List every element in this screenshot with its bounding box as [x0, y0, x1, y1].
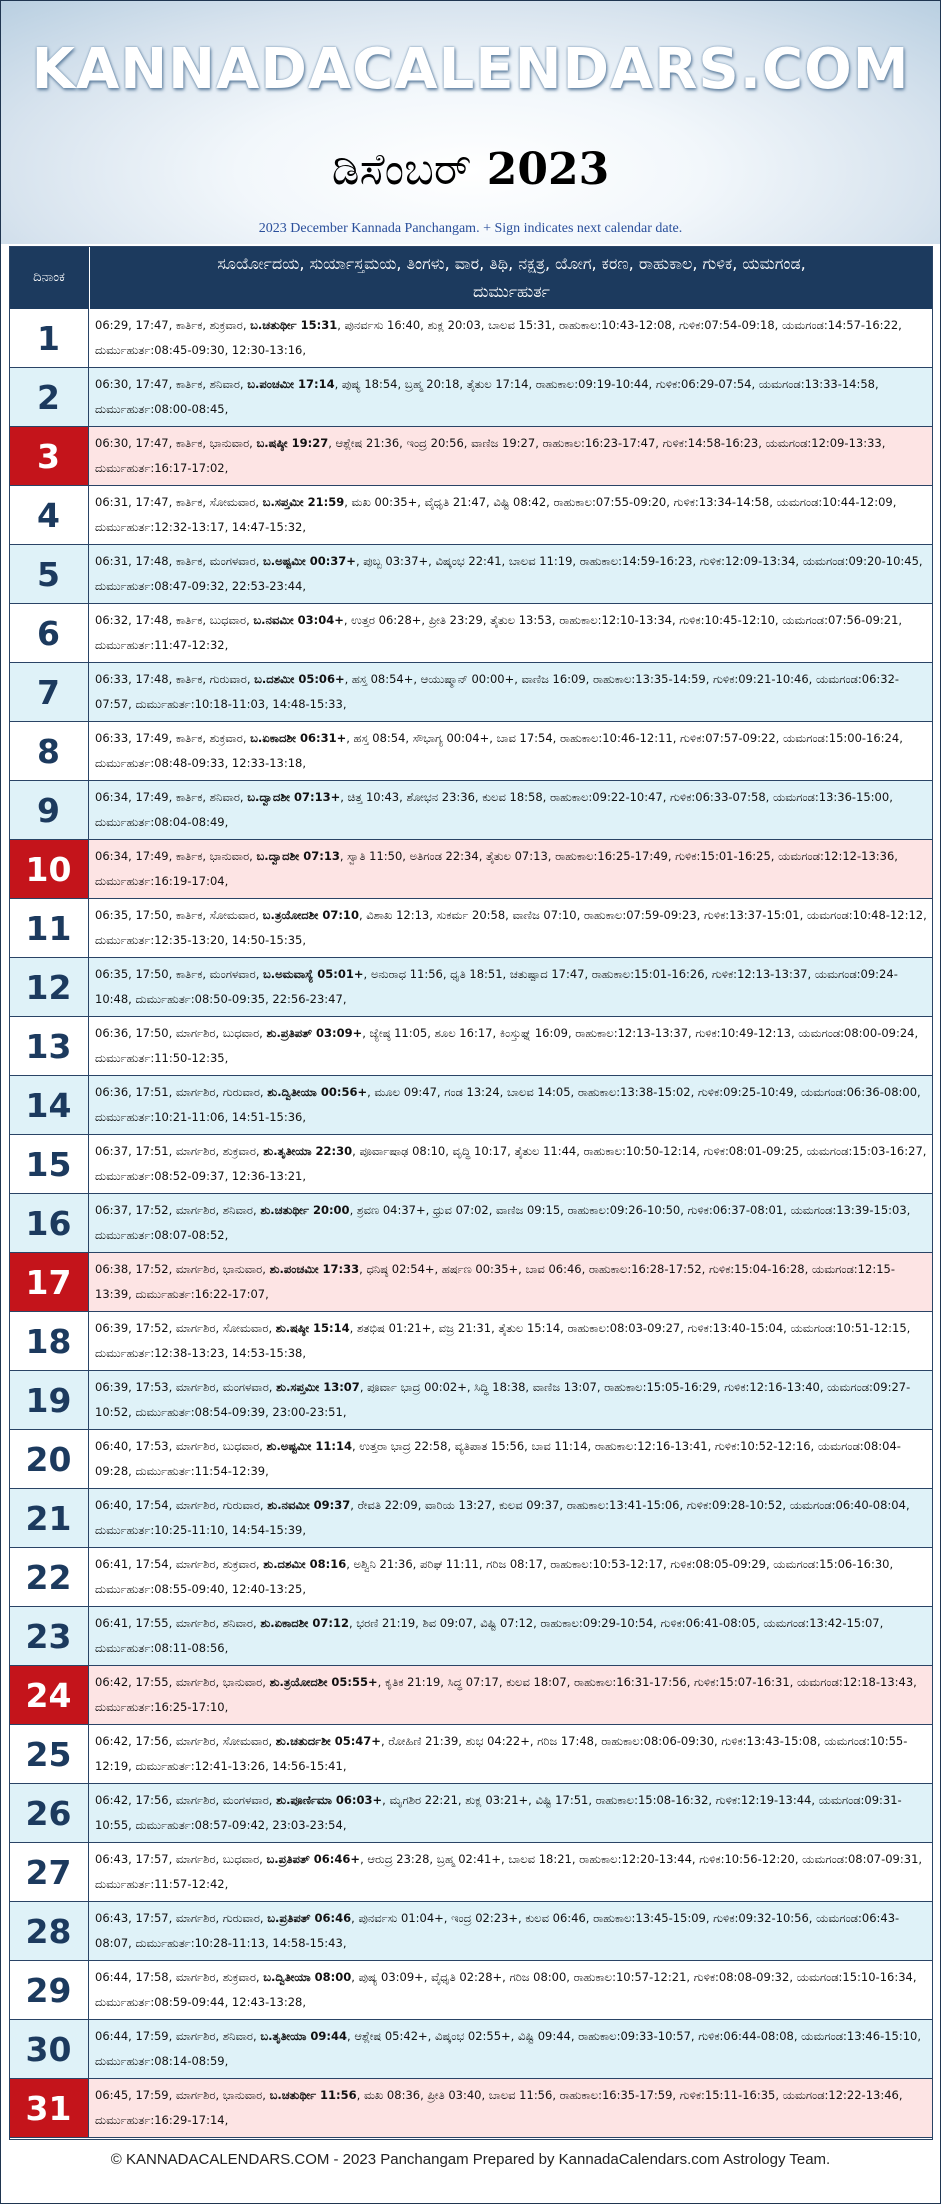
panchanga-details: , ಅಶ್ವಿನಿ 21:36, ಪರಿಘ 11:11, ಗರಿಜ 08:17, ರಾಹುಕಾಲ:10:53-12:17, ಗುಳಿಕ:08:05-09:29, ಯಮಗಂಡ:15:06-16:30, ದುರ್ಮುಹುರ್ತ:08:55-09:40, 12:40-13:25,: [95, 1557, 894, 1596]
day-number: 20: [9, 1430, 89, 1488]
sun-times-month-weekday: 06:39, 17:53, ಮಾರ್ಗಶಿರ, ಮಂಗಳವಾರ,: [95, 1380, 277, 1394]
day-number: 24: [9, 1666, 89, 1724]
tithi: ಶು.ದ್ವಿತೀಯಾ 00:56+: [267, 1085, 368, 1099]
sun-times-month-weekday: 06:32, 17:48, ಕಾರ್ತಿಕ, ಬುಧವಾರ,: [95, 613, 254, 627]
year: 2023: [486, 144, 610, 195]
day-number: 22: [9, 1548, 89, 1606]
tithi: ಶು.ಏಕಾದಶೀ 07:12: [260, 1616, 349, 1630]
tithi: ಶು.ಪಂಚಮೀ 17:33: [269, 1262, 360, 1276]
day-number: 12: [9, 958, 89, 1016]
panchanga-details: , ಪೂರ್ವಾಷಾಢ 08:10, ವೃದ್ಧಿ 10:17, ತೈತುಲ 11:44, ರಾಹುಕಾಲ:10:50-12:14, ಗುಳಿಕ:08:01-09:25, ಯಮಗಂಡ:15:03-16:27, ದುರ್ಮುಹುರ್ತ:08:52-09:37, 12:36-13:21,: [95, 1144, 927, 1183]
sun-times-month-weekday: 06:34, 17:49, ಕಾರ್ತಿಕ, ಭಾನುವಾರ,: [95, 849, 257, 863]
day-number: 26: [9, 1784, 89, 1842]
tithi: ಶು.ದಶಮೀ 08:16: [263, 1557, 347, 1571]
sun-times-month-weekday: 06:41, 17:54, ಮಾರ್ಗಶಿರ, ಶುಕ್ರವಾರ,: [95, 1557, 264, 1571]
panchanga-details: , ಪುಷ್ಯ 18:54, ಬ್ರಹ್ಮ 20:18, ತೈತುಲ 17:14, ರಾಹುಕಾಲ:09:19-10:44, ಗುಳಿಕ:06:29-07:54, ಯಮಗಂಡ:13:33-14:58, ದುರ್ಮುಹುರ್ತ:08:00-08:45,: [95, 377, 879, 416]
tithi: ಬ.ದ್ವಾದಶೀ 07:13+: [247, 790, 341, 804]
tithi: ಶು.ತ್ರಯೋದಶೀ 05:55+: [269, 1675, 378, 1689]
day-number: 15: [9, 1135, 89, 1193]
panchanga-details: , ಆಶ್ಲೇಷ 05:42+, ವಿಷ್ಕಂಭ 02:55+, ವಿಷ್ಟಿ 09:44, ರಾಹುಕಾಲ:09:33-10:57, ಗುಳಿಕ:06:44-08:08, ಯಮಗಂಡ:13:46-15:10, ದುರ್ಮುಹುರ್ತ:08:14-08:59,: [95, 2029, 922, 2068]
panchanga-details: , ಹಸ್ತ 08:54+, ಆಯುಷ್ಮಾನ್ 00:00+, ವಾಣಿಜ 16:09, ರಾಹುಕಾಲ:13:35-14:59, ಗುಳಿಕ:09:21-10:46, ಯಮಗಂಡ:06:32-07:57, ದುರ್ಮುಹುರ್ತ:10:18-11:03, 14:48-15:33,: [95, 672, 900, 711]
sun-times-month-weekday: 06:40, 17:53, ಮಾರ್ಗಶಿರ, ಬುಧವಾರ,: [95, 1439, 267, 1453]
tithi: ಬ.ಪಂಚಮೀ 17:14: [247, 377, 335, 391]
tithi: ಬ.ತೃತೀಯಾ 09:44: [260, 2029, 348, 2043]
panchanga-details: , ಪೂರ್ವಾ ಭಾದ್ರ 00:02+, ಸಿದ್ಧಿ 18:38, ವಾಣಿಜ 13:07, ರಾಹುಕಾಲ:15:05-16:29, ಗುಳಿಕ:12:16-13:40, ಯಮಗಂಡ:09:27-10:52, ದುರ್ಮುಹುರ್ತ:08:54-09:39, 23:00-23:51,: [95, 1380, 911, 1419]
tithi: ಶು.ನವಮೀ 09:37: [267, 1498, 351, 1512]
sun-times-month-weekday: 06:39, 17:52, ಮಾರ್ಗಶಿರ, ಸೋಮವಾರ,: [95, 1321, 276, 1335]
tithi: ಬ.ದ್ವಿತೀಯಾ 08:00: [263, 1970, 352, 1984]
tithi: ಶು.ಷಷ್ಠೀ 15:14: [275, 1321, 350, 1335]
tithi: ಶು.ಪ್ರತಿಪತ್ 03:09+: [266, 1026, 363, 1040]
panchanga-details: , ರೋಹಿಣಿ 21:39, ಶುಭ 04:22+, ಗರಿಜ 17:48, ರಾಹುಕಾಲ:08:06-09:30, ಗುಳಿಕ:13:43-15:08, ಯಮಗಂಡ:10:55-12:19, ದುರ್ಮುಹುರ್ತ:12:41-13:26, 14:56-15:41,: [95, 1734, 908, 1773]
panchanga-details: , ಸ್ವಾತಿ 11:50, ಅತಿಗಂಡ 22:34, ತೈತುಲ 07:13, ರಾಹುಕಾಲ:16:25-17:49, ಗುಳಿಕ:15:01-16:25, ಯಮಗಂಡ:12:12-13:36, ದುರ್ಮುಹುರ್ತ:16:19-17:04,: [95, 849, 898, 888]
tithi: ಬ.ನವಮೀ 03:04+: [253, 613, 344, 627]
day-number: 9: [9, 781, 89, 839]
panchanga-details: , ಚಿತ್ತ 10:43, ಶೋಭನ 23:36, ಕುಲವ 18:58, ರಾಹುಕಾಲ:09:22-10:47, ಗುಳಿಕ:06:33-07:58, ಯಮಗಂಡ:13:36-15:00, ದುರ್ಮುಹುರ್ತ:08:04-08:49,: [95, 790, 893, 829]
sun-times-month-weekday: 06:33, 17:49, ಕಾರ್ತಿಕ, ಶುಕ್ರವಾರ,: [95, 731, 251, 745]
day-number: 28: [9, 1902, 89, 1960]
sun-times-month-weekday: 06:33, 17:48, ಕಾರ್ತಿಕ, ಗುರುವಾರ,: [95, 672, 255, 686]
tithi: ಬ.ಚತುರ್ಥೀ 11:56: [269, 2088, 357, 2102]
day-number: 1: [9, 309, 89, 367]
sun-times-month-weekday: 06:43, 17:57, ಮಾರ್ಗಶಿರ, ಗುರುವಾರ,: [95, 1911, 268, 1925]
panchanga-details: , ಭರಣಿ 21:19, ಶಿವ 09:07, ವಿಷ್ಟಿ 07:12, ರಾಹುಕಾಲ:09:29-10:54, ಗುಳಿಕ:06:41-08:05, ಯಮಗಂಡ:13:42-15:07, ದುರ್ಮುಹುರ್ತ:08:11-08:56,: [95, 1616, 884, 1655]
day-number: 21: [9, 1489, 89, 1547]
sun-times-month-weekday: 06:29, 17:47, ಕಾರ್ತಿಕ, ಶುಕ್ರವಾರ,: [95, 318, 251, 332]
sun-times-month-weekday: 06:31, 17:47, ಕಾರ್ತಿಕ, ಸೋಮವಾರ,: [95, 495, 263, 509]
day-number: 8: [9, 722, 89, 780]
panchanga-details: , ಪುನರ್ವಸು 01:04+, ಇಂದ್ರ 02:23+, ಕುಲವ 06:46, ರಾಹುಕಾಲ:13:45-15:09, ಗುಳಿಕ:09:32-10:56, ಯಮಗಂಡ:06:43-08:07, ದುರ್ಮುಹುರ್ತ:10:28-11:13, 14:58-15:43,: [95, 1911, 900, 1950]
panchanga-details: , ಆಶ್ಲೇಷ 21:36, ಇಂದ್ರ 20:56, ವಾಣಿಜ 19:27, ರಾಹುಕಾಲ:16:23-17:47, ಗುಳಿಕ:14:58-16:23, ಯಮಗಂಡ:12:09-13:33, ದುರ್ಮುಹುರ್ತ:16:17-17:02,: [95, 436, 886, 475]
sun-times-month-weekday: 06:31, 17:48, ಕಾರ್ತಿಕ, ಮಂಗಳವಾರ,: [95, 554, 264, 568]
sun-times-month-weekday: 06:42, 17:55, ಮಾರ್ಗಶಿರ, ಭಾನುವಾರ,: [95, 1675, 270, 1689]
panchanga-details: , ಹಸ್ತ 08:54, ಸೌಭಾಗ್ಯ 00:04+, ಬಾವ 17:54, ರಾಹುಕಾಲ:10:46-12:11, ಗುಳಿಕ:07:57-09:22, ಯಮಗಂಡ:15:00-16:24, ದುರ್ಮುಹುರ್ತ:08:48-09:33, 12:33-13:18,: [95, 731, 903, 770]
month-name: ಡಿಸೆಂಬರ್: [331, 144, 472, 195]
day-number: 3: [9, 427, 89, 485]
tithi: ಶು.ಪೂರ್ಣಿಮಾ 06:03+: [276, 1793, 383, 1807]
panchanga-details: , ಪುಷ್ಯ 03:09+, ವೈಧೃತಿ 02:28+, ಗರಿಜ 08:00, ರಾಹುಕಾಲ:10:57-12:21, ಗುಳಿಕ:08:08-09:32, ಯಮಗಂಡ:15:10-16:34, ದುರ್ಮುಹುರ್ತ:08:59-09:44, 12:43-13:28,: [95, 1970, 917, 2009]
page-header: [1, 1, 940, 244]
panchanga-details: , ರೇವತಿ 22:09, ವಾರಿಯ 13:27, ಕುಲವ 09:37, ರಾಹುಕಾಲ:13:41-15:06, ಗುಳಿಕ:09:28-10:52, ಯಮಗಂಡ:06:40-08:04, ದುರ್ಮುಹುರ್ತ:10:25-11:10, 14:54-15:39,: [95, 1498, 910, 1537]
tithi: ಬ.ಏಕಾದಶೀ 06:31+: [250, 731, 347, 745]
month-title: [1, 144, 940, 195]
panchanga-details: , ಧನಿಷ್ಠ 02:54+, ಹರ್ಷಣ 00:35+, ಬಾವ 06:46, ರಾಹುಕಾಲ:16:28-17:52, ಗುಳಿಕ:15:04-16:28, ಯಮಗಂಡ:12:15-13:39, ದುರ್ಮುಹುರ್ತ:16:22-17:07,: [95, 1262, 895, 1301]
panchanga-details: , ಮಖ 00:35+, ವೈಧೃತಿ 21:47, ವಿಷ್ಟಿ 08:42, ರಾಹುಕಾಲ:07:55-09:20, ಗುಳಿಕ:13:34-14:58, ಯಮಗಂಡ:10:44-12:09, ದುರ್ಮುಹುರ್ತ:12:32-13:17, 14:47-15:32,: [95, 495, 897, 534]
subtitle: 2023 December Kannada Panchangam. + Sign indicates next calendar date.: [258, 221, 683, 236]
tithi: ಬ.ತ್ರಯೋದಶೀ 07:10: [262, 908, 359, 922]
table-border: [9, 246, 933, 2140]
sun-times-month-weekday: 06:40, 17:54, ಮಾರ್ಗಶಿರ, ಗುರುವಾರ,: [95, 1498, 268, 1512]
day-number: 7: [9, 663, 89, 721]
tithi: ಬ.ಅಷ್ಟಮೀ 00:37+: [263, 554, 356, 568]
day-number: 27: [9, 1843, 89, 1901]
panchanga-details: , ವಿಶಾಖ 12:13, ಸುಕರ್ಮ 20:58, ವಾಣಿಜ 07:10, ರಾಹುಕಾಲ:07:59-09:23, ಗುಳಿಕ:13:37-15:01, ಯಮಗಂಡ:10:48-12:12, ದುರ್ಮುಹುರ್ತ:12:35-13:20, 14:50-15:35,: [95, 908, 927, 947]
panchanga-details: , ಕೃತಿಕ 21:19, ಸಿದ್ಧ 07:17, ಕುಲವ 18:07, ರಾಹುಕಾಲ:16:31-17:56, ಗುಳಿಕ:15:07-16:31, ಯಮಗಂಡ:12:18-13:43, ದುರ್ಮುಹುರ್ತ:16:25-17:10,: [95, 1675, 917, 1714]
tithi: ಬ.ಪ್ರತಿಪತ್ 06:46: [267, 1911, 352, 1925]
panchanga-details: , ಪುಬ್ಬ 03:37+, ವಿಷ್ಕಂಭ 22:41, ಬಾಲವ 11:19, ರಾಹುಕಾಲ:14:59-16:23, ಗುಳಿಕ:12:09-13:34, ಯಮಗಂಡ:09:20-10:45, ದುರ್ಮುಹುರ್ತ:08:47-09:32, 22:53-23:44,: [95, 554, 923, 593]
tithi: ಶು.ತೃತೀಯಾ 22:30: [263, 1144, 353, 1158]
sun-times-month-weekday: 06:42, 17:56, ಮಾರ್ಗಶಿರ, ಮಂಗಳವಾರ,: [95, 1793, 277, 1807]
sun-times-month-weekday: 06:44, 17:58, ಮಾರ್ಗಶಿರ, ಶುಕ್ರವಾರ,: [95, 1970, 264, 1984]
day-number: 31: [9, 2079, 89, 2137]
sun-times-month-weekday: 06:42, 17:56, ಮಾರ್ಗಶಿರ, ಸೋಮವಾರ,: [95, 1734, 276, 1748]
day-number: 10: [9, 840, 89, 898]
panchanga-details: , ಮಖ 08:36, ಪ್ರೀತಿ 03:40, ಬಾಲವ 11:56, ರಾಹುಕಾಲ:16:35-17:59, ಗುಳಿಕ:15:11-16:35, ಯಮಗಂಡ:12:22-13:46, ದುರ್ಮುಹುರ್ತ:16:29-17:14,: [95, 2088, 903, 2127]
day-number: 25: [9, 1725, 89, 1783]
day-number: 29: [9, 1961, 89, 2019]
tithi: ಶು.ಚತುರ್ಥೀ 20:00: [260, 1203, 350, 1217]
day-number: 14: [9, 1076, 89, 1134]
day-number: 23: [9, 1607, 89, 1665]
sun-times-month-weekday: 06:34, 17:49, ಕಾರ್ತಿಕ, ಶನಿವಾರ,: [95, 790, 248, 804]
sun-times-month-weekday: 06:30, 17:47, ಕಾರ್ತಿಕ, ಶನಿವಾರ,: [95, 377, 248, 391]
panchanga-details: , ಜ್ಯೇಷ್ಠ 11:05, ಶೂಲ 16:17, ಕಿಂಸ್ತುಘ್ನ 16:09, ರಾಹುಕಾಲ:12:13-13:37, ಗುಳಿಕ:10:49-12:13, ಯಮಗಂಡ:08:00-09:24, ದುರ್ಮುಹುರ್ತ:11:50-12:35,: [95, 1026, 919, 1065]
sun-times-month-weekday: 06:37, 17:52, ಮಾರ್ಗಶಿರ, ಶನಿವಾರ,: [95, 1203, 261, 1217]
sun-times-month-weekday: 06:35, 17:50, ಕಾರ್ತಿಕ, ಸೋಮವಾರ,: [95, 908, 263, 922]
sun-times-month-weekday: 06:41, 17:55, ಮಾರ್ಗಶಿರ, ಶನಿವಾರ,: [95, 1616, 261, 1630]
sun-times-month-weekday: 06:30, 17:47, ಕಾರ್ತಿಕ, ಭಾನುವಾರ,: [95, 436, 257, 450]
day-number: 6: [9, 604, 89, 662]
panchanga-details: , ಶ್ರವಣ 04:37+, ಧ್ರುವ 07:02, ವಾಣಿಜ 09:15, ರಾಹುಕಾಲ:09:26-10:50, ಗುಳಿಕ:06:37-08:01, ಯಮಗಂಡ:13:39-15:03, ದುರ್ಮುಹುರ್ತ:08:07-08:52,: [95, 1203, 911, 1242]
panchanga-details: , ಮೂಲ 09:47, ಗಂಡ 13:24, ಬಾಲವ 14:05, ರಾಹುಕಾಲ:13:38-15:02, ಗುಳಿಕ:09:25-10:49, ಯಮಗಂಡ:06:36-08:00, ದುರ್ಮುಹುರ್ತ:10:21-11:06, 14:51-15:36,: [95, 1085, 921, 1124]
panchanga-details: , ಆರುದ್ರ 23:28, ಬ್ರಹ್ಮ 02:41+, ಬಾಲವ 18:21, ರಾಹುಕಾಲ:12:20-13:44, ಗುಳಿಕ:10:56-12:20, ಯಮಗಂಡ:08:07-09:31, ದುರ್ಮುಹುರ್ತ:11:57-12:42,: [95, 1852, 923, 1891]
sun-times-month-weekday: 06:36, 17:50, ಮಾರ್ಗಶಿರ, ಬುಧವಾರ,: [95, 1026, 267, 1040]
day-number: 13: [9, 1017, 89, 1075]
panchanga-details: , ಮೃಗಶಿರ 22:21, ಶುಕ್ಲ 03:21+, ವಿಷ್ಟಿ 17:51, ರಾಹುಕಾಲ:15:08-16:32, ಗುಳಿಕ:12:19-13:44, ಯಮಗಂಡ:09:31-10:55, ದುರ್ಮುಹುರ್ತ:08:57-09:42, 23:03-23:54,: [95, 1793, 902, 1832]
day-number: 2: [9, 368, 89, 426]
sun-times-month-weekday: 06:44, 17:59, ಮಾರ್ಗಶಿರ, ಶನಿವಾರ,: [95, 2029, 261, 2043]
tithi: ಬ.ಚತುರ್ಥೀ 15:31: [250, 318, 338, 332]
tithi: ಬ.ಅಮವಾಸ್ಯೆ 05:01+: [263, 967, 364, 981]
date-column-header: ದಿನಾಂಕ: [9, 246, 90, 309]
panchanga-details: , ಪುನರ್ವಸು 16:40, ಶುಕ್ಲ 20:03, ಬಾಲವ 15:31, ರಾಹುಕಾಲ:10:43-12:08, ಗುಳಿಕ:07:54-09:18, ಯಮಗಂಡ:14:57-16:22, ದುರ್ಮುಹುರ್ತ:08:45-09:30, 12:30-13:16,: [95, 318, 902, 357]
panchanga-details: , ಉತ್ತರಾ ಭಾದ್ರ 22:58, ವ್ಯತಿಪಾತ 15:56, ಬಾವ 11:14, ರಾಹುಕಾಲ:12:16-13:41, ಗುಳಿಕ:10:52-12:16, ಯಮಗಂಡ:08:04-09:28, ದುರ್ಮುಹುರ್ತ:11:54-12:39,: [95, 1439, 901, 1478]
sun-times-month-weekday: 06:38, 17:52, ಮಾರ್ಗಶಿರ, ಭಾನುವಾರ,: [95, 1262, 270, 1276]
details-header-line2: ದುರ್ಮುಹುರ್ತ: [473, 281, 550, 301]
day-number: 5: [9, 545, 89, 603]
day-number: 18: [9, 1312, 89, 1370]
tithi: ಬ.ಸಪ್ತಮೀ 21:59: [262, 495, 345, 509]
sun-times-month-weekday: 06:36, 17:51, ಮಾರ್ಗಶಿರ, ಗುರುವಾರ,: [95, 1085, 268, 1099]
day-number: 4: [9, 486, 89, 544]
tithi: ಶು.ಸಪ್ತಮೀ 13:07: [276, 1380, 360, 1394]
tithi: ಶು.ಚತುರ್ದಶೀ 05:47+: [275, 1734, 381, 1748]
tithi: ಬ.ಷಷ್ಠೀ 19:27: [256, 436, 329, 450]
panchanga-details: , ಅನುರಾಧ 11:56, ಧೃತಿ 18:51, ಚತುಷ್ಪಾದ 17:47, ರಾಹುಕಾಲ:15:01-16:26, ಗುಳಿಕ:12:13-13:37, ಯಮಗಂಡ:09:24-10:48, ದುರ್ಮುಹುರ್ತ:08:50-09:35, 22:56-23:47,: [95, 967, 898, 1006]
panchanga-details: , ಶತಭಿಷ 01:21+, ವಜ್ರ 21:31, ತೈತುಲ 15:14, ರಾಹುಕಾಲ:08:03-09:27, ಗುಳಿಕ:13:40-15:04, ಯಮಗಂಡ:10:51-12:15, ದುರ್ಮುಹುರ್ತ:12:38-13:23, 14:53-15:38,: [95, 1321, 911, 1360]
day-number: 17: [9, 1253, 89, 1311]
sun-times-month-weekday: 06:43, 17:57, ಮಾರ್ಗಶಿರ, ಬುಧವಾರ,: [95, 1852, 267, 1866]
site-title: KANNADACALENDARS.COM: [31, 37, 910, 102]
tithi: ಶು.ಅಷ್ಟಮೀ 11:14: [266, 1439, 352, 1453]
tithi: ಬ.ದಶಮೀ 05:06+: [254, 672, 345, 686]
day-number: 16: [9, 1194, 89, 1252]
details-header-line1: ಸೂರ್ಯೋದಯ, ಸುರ್ಯಾಸ್ತಮಯ, ತಿಂಗಳು, ವಾರ, ತಿಥಿ, ನಕ್ಷತ್ರ, ಯೋಗ, ಕರಣ, ರಾಹುಕಾಲ, ಗುಳಿಕ, ಯಮಗಂಡ,: [217, 253, 806, 273]
sun-times-month-weekday: 06:45, 17:59, ಮಾರ್ಗಶಿರ, ಭಾನುವಾರ,: [95, 2088, 270, 2102]
tithi: ಬ.ಪ್ರತಿಪತ್ 06:46+: [266, 1852, 361, 1866]
sun-times-month-weekday: 06:35, 17:50, ಕಾರ್ತಿಕ, ಮಂಗಳವಾರ,: [95, 967, 264, 981]
sun-times-month-weekday: 06:37, 17:51, ಮಾರ್ಗಶಿರ, ಶುಕ್ರವಾರ,: [95, 1144, 264, 1158]
day-number: 11: [9, 899, 89, 957]
panchanga-details: , ಉತ್ತರ 06:28+, ಪ್ರೀತಿ 23:29, ತೈತುಲ 13:53, ರಾಹುಕಾಲ:12:10-13:34, ಗುಳಿಕ:10:45-12:10, ಯಮಗಂಡ:07:56-09:21, ದುರ್ಮುಹುರ್ತ:11:47-12:32,: [95, 613, 903, 652]
tithi: ಬ.ದ್ವಾದಶೀ 07:13: [256, 849, 340, 863]
day-number: 19: [9, 1371, 89, 1429]
footer: © KANNADACALENDARS.COM - 2023 Panchangam Prepared by KannadaCalendars.com Astrology Team.: [110, 2151, 831, 2168]
day-number: 30: [9, 2020, 89, 2078]
